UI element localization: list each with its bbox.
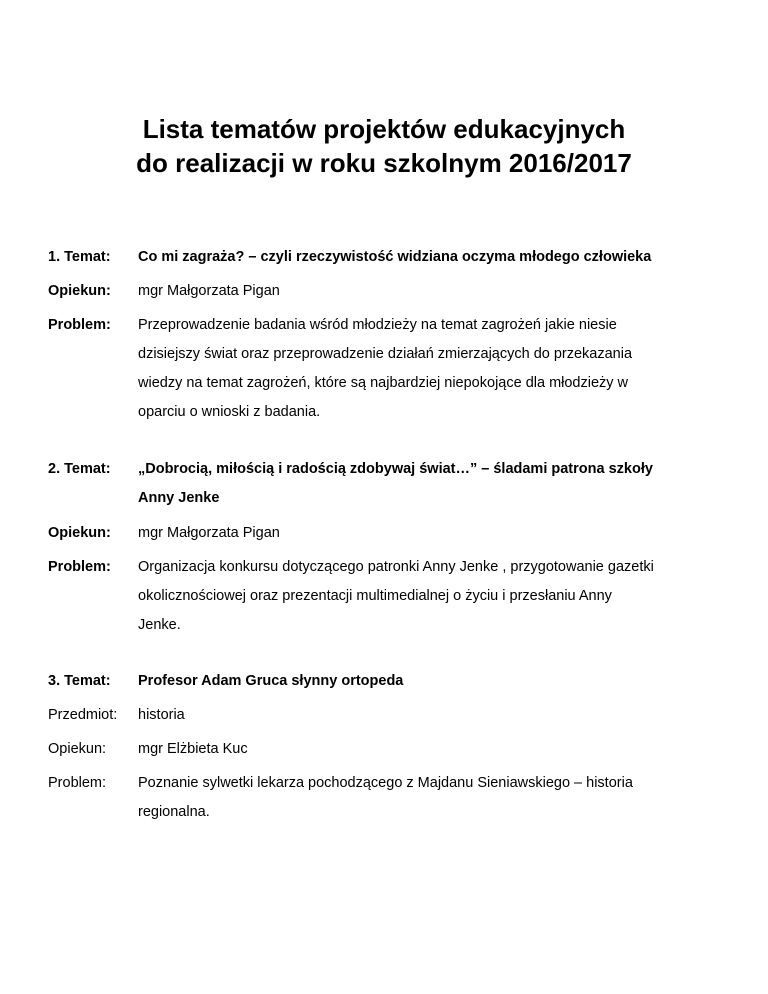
project-3-supervisor-row [48,735,738,763]
problem-line: okolicznościowej oraz prezentacji multimedialnej o życiu i przesłaniu Anny [138,588,612,604]
topic-value: Co mi zagraża? – czyli rzeczywistość widziana oczyma młodego człowieka [138,249,652,265]
topic-value: Profesor Adam Gruca słynny ortopeda [138,673,404,689]
project-2-topic-row [48,455,738,513]
topic-label: 3. Temat: [48,673,111,689]
topic-label: 1. Temat: [48,249,111,265]
problem-line: Organizacja konkursu dotyczącego patronki Anny Jenke , przygotowanie gazetki [138,559,654,575]
supervisor-value: mgr Małgorzata Pigan [138,525,280,541]
subject-value: historia [138,707,185,723]
project-1-supervisor-row [48,277,738,305]
project-3 [48,667,738,827]
topic-value [138,455,738,513]
problem-line: dzisiejszy świat oraz przeprowadzenie działań zmierzających do przekazania [138,346,633,362]
project-1-problem-row [48,311,738,427]
problem-value [138,311,738,427]
supervisor-label: Opiekun: [48,525,111,541]
supervisor-value: mgr Małgorzata Pigan [138,283,280,299]
supervisor-value: mgr Elżbieta Kuc [138,741,248,757]
problem-label: Problem: [48,317,111,333]
problem-label: Problem: [48,775,107,791]
problem-value [138,769,738,827]
problem-line: regionalna. [138,804,210,820]
project-1-topic-row [48,243,738,271]
problem-line: oparciu o wnioski z badania. [138,404,321,420]
document-title [0,112,768,180]
topic-line: Anny Jenke [138,490,220,506]
project-3-problem-row [48,769,738,827]
subject-label: Przedmiot: [48,707,118,723]
title-line-1: Lista tematów projektów edukacyjnych [142,114,626,144]
project-1 [48,243,738,427]
topic-label: 2. Temat: [48,461,111,477]
problem-line: wiedzy na temat zagrożeń, które są najbardziej niepokojące dla młodzieży w [138,375,629,391]
project-2-supervisor-row [48,519,738,547]
topic-line: „Dobrocią, miłością i radością zdobywaj świat…” – śladami patrona szkoły [138,461,653,477]
problem-line: Jenke. [138,617,181,633]
problem-value [138,553,738,640]
supervisor-label: Opiekun: [48,283,111,299]
supervisor-label: Opiekun: [48,741,107,757]
problem-label: Problem: [48,559,111,575]
project-2 [48,455,738,640]
project-3-topic-row [48,667,738,695]
problem-line: Poznanie sylwetki lekarza pochodzącego z Majdanu Sieniawskiego – historia [138,775,633,791]
project-3-subject-row [48,701,738,729]
project-2-problem-row [48,553,738,640]
problem-line: Przeprowadzenie badania wśród młodzieży na temat zagrożeń jakie niesie [138,317,617,333]
title-line-2: do realizacji w roku szkolnym 2016/2017 [136,148,632,178]
